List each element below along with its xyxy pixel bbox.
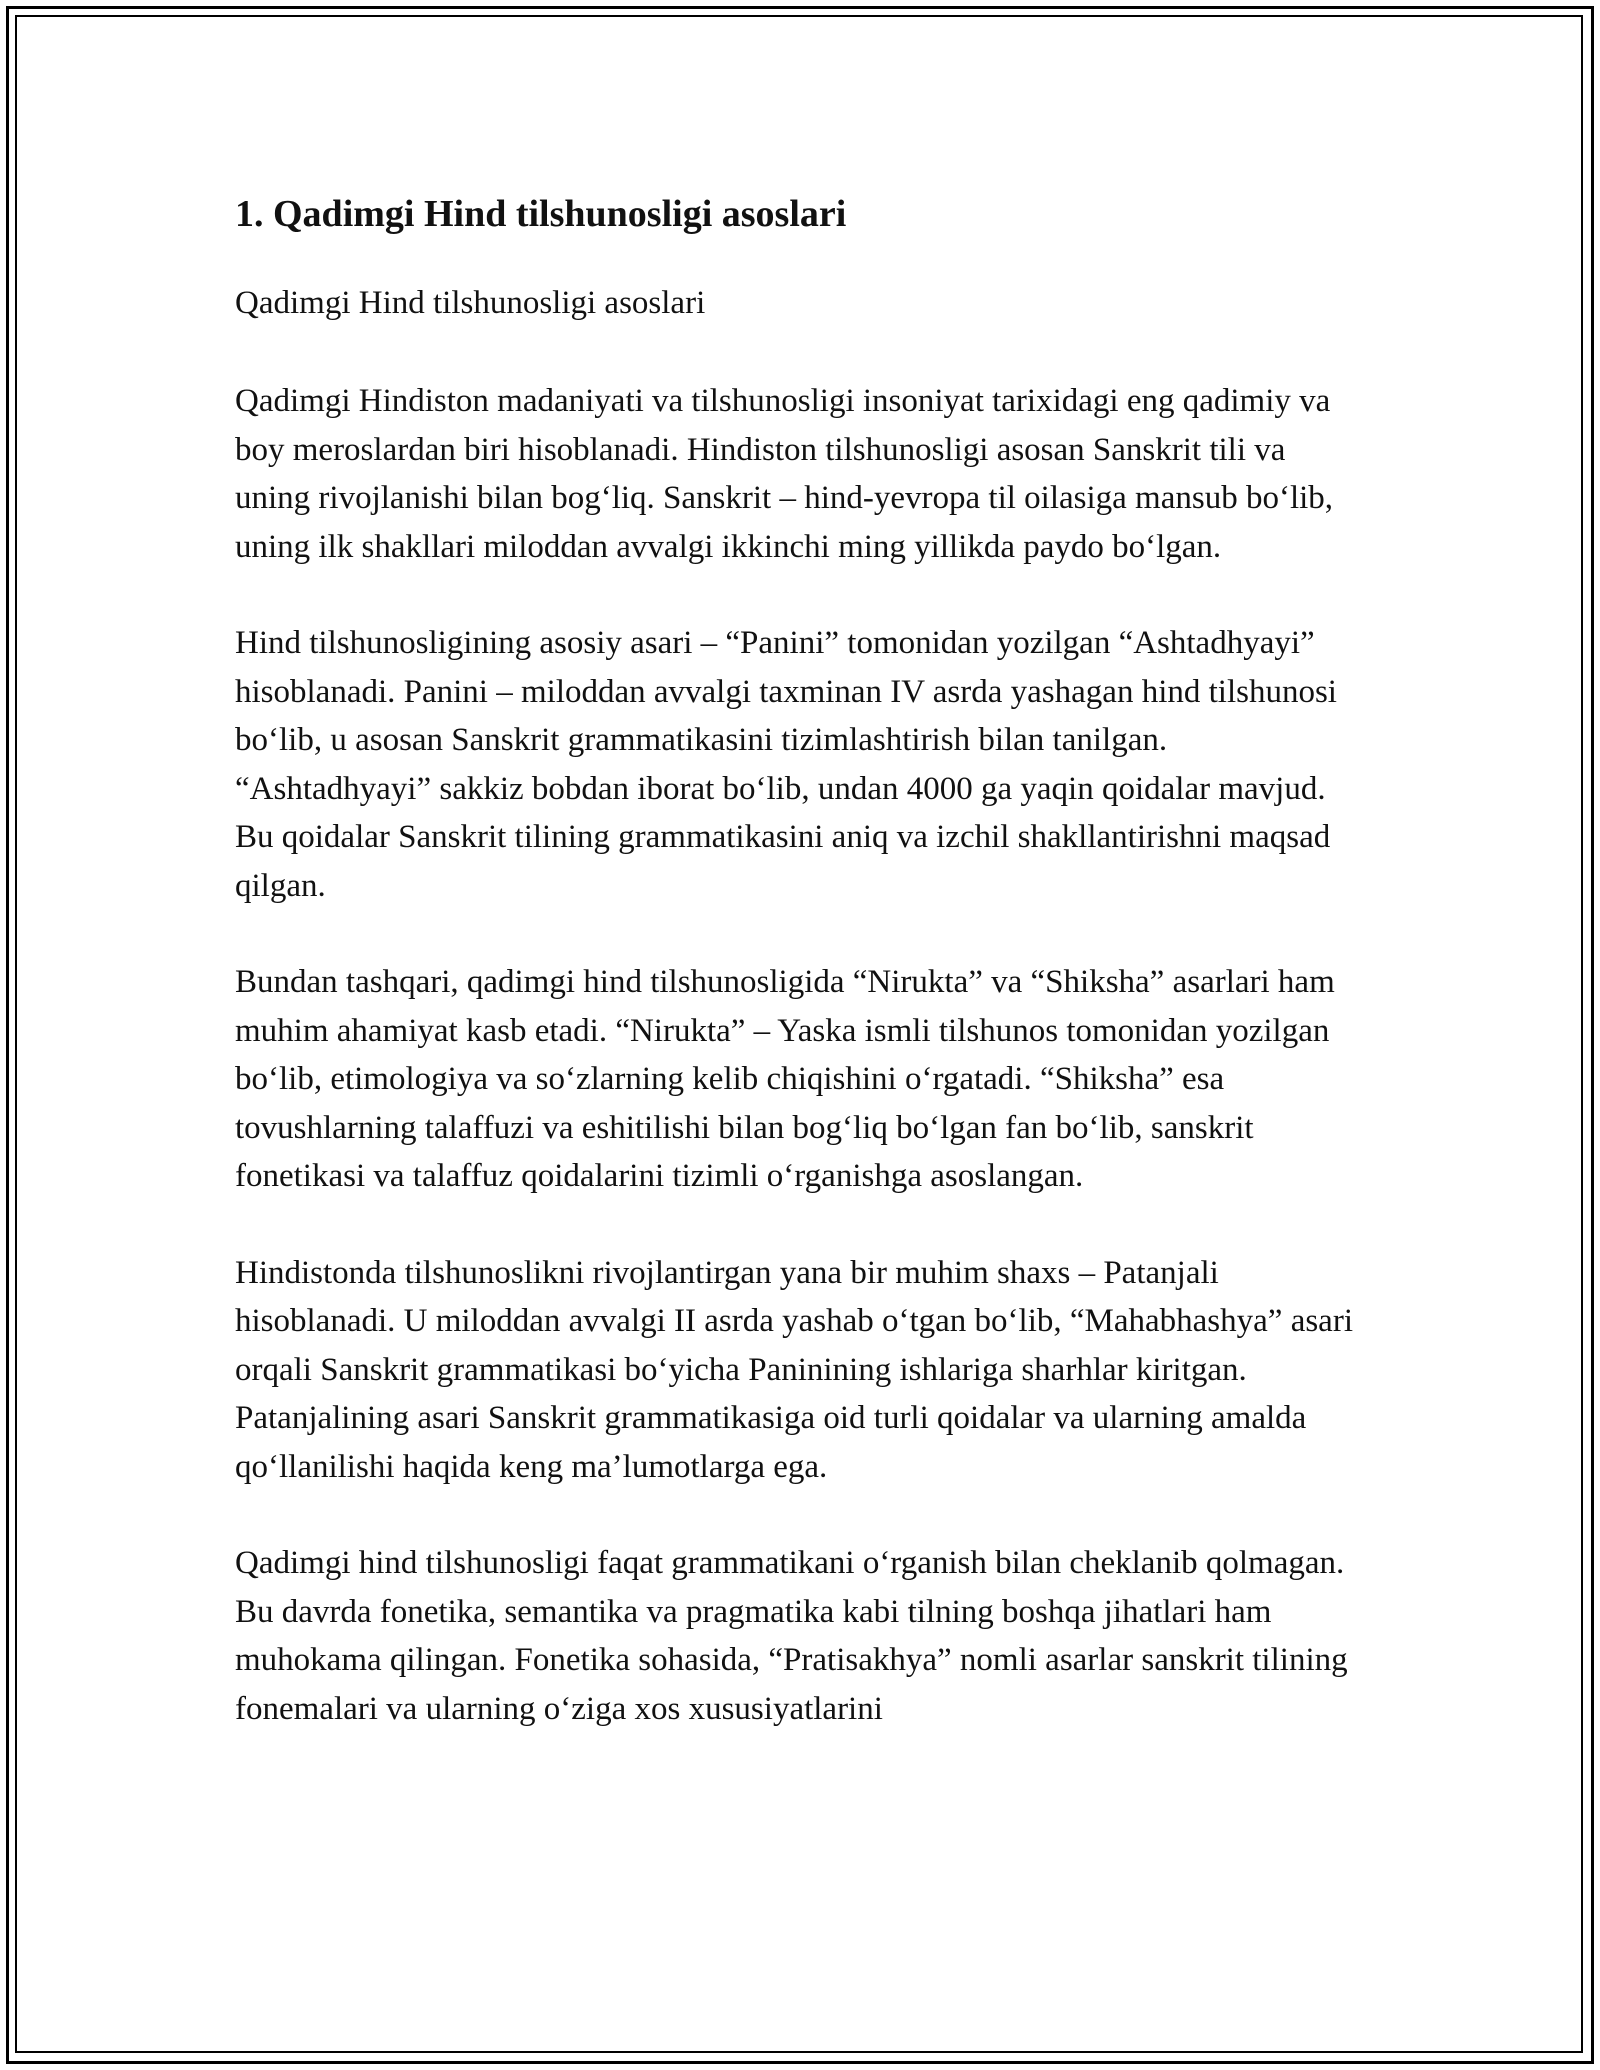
paragraph-3: Bundan tashqari, qadimgi hind tilshunosligida “Nirukta” va “Shiksha” asarlari ham muhim ahamiyat kasb etadi. “Nirukta” – Yaska ismli tilshunos tomonidan yozilgan bo‘lib, etimologiya va so‘zlarning kelib chiqishini o‘rgatadi. “Shiksha” esa tovushlarning talaffuzi va eshitilishi bilan bog‘liq bo‘lgan fan bo‘lib, sanskrit fonetikasi va talaffuz qoidalarini tizimli o‘rganishga asoslangan. — [235, 964, 1335, 1194]
paragraph-4: Hindistonda tilshunoslikni rivojlantirgan yana bir muhim shaxs – Patanjali hisoblanadi. U miloddan avvalgi II asrda yashab o‘tgan bo‘lib, “Mahabhashya” asari orqali Sanskrit grammatikasi bo‘yicha Paninining ishlariga sharhlar kiritgan. Patanjalining asari Sanskrit grammatikasiga oid turli qoidalar va ularning amalda qo‘llanilishi haqida keng ma’lumotlarga ega. — [235, 1254, 1353, 1485]
paragraph-1: Qadimgi Hindiston madaniyati va tilshunosligi insoniyat tarixidagi eng qadimiy va boy meroslardan biri hisoblanadi. Hindiston tilshunosligi asosan Sanskrit tili va uning rivojlanishi bilan bog‘liq. Sanskrit – hind-yevropa til oilasiga mansub bo‘lib, uning ilk shakllari miloddan avvalgi ikkinchi ming yillikda paydo bo‘lgan. — [235, 383, 1334, 565]
paragraph-5: Qadimgi hind tilshunosligi faqat grammatikani o‘rganish bilan cheklanib qolmagan. Bu davrda fonetika, semantika va pragmatika kabi tilning boshqa jihatlari ham muhokama qilingan. Fonetika sohasida, “Pratisakhya” nomli asarlar sanskrit tilining fonemalari va ularning o‘ziga xos xususiyatlarini — [235, 1545, 1348, 1727]
document-heading: 1. Qadimgi Hind tilshunosligi asoslari — [235, 193, 847, 235]
document-body — [235, 185, 1365, 1781]
document-subtitle: Qadimgi Hind tilshunosligi asoslari — [235, 285, 706, 321]
paragraph-2: Hind tilshunosligining asosiy asari – “Panini” tomonidan yozilgan “Ashtadhyayi” hisoblanadi. Panini – miloddan avvalgi taxminan IV asrda yashagan hind tilshunosi bo‘lib, u asosan Sanskrit grammatikasini tizimlashtirish bilan tanilgan. “Ashtadhyayi” sakkiz bobdan iborat bo‘lib, undan 4000 ga yaqin qoidalar mavjud. Bu qoidalar Sanskrit tilining grammatikasini aniq va izchil shakllantirishni maqsad qilgan. — [235, 625, 1337, 904]
